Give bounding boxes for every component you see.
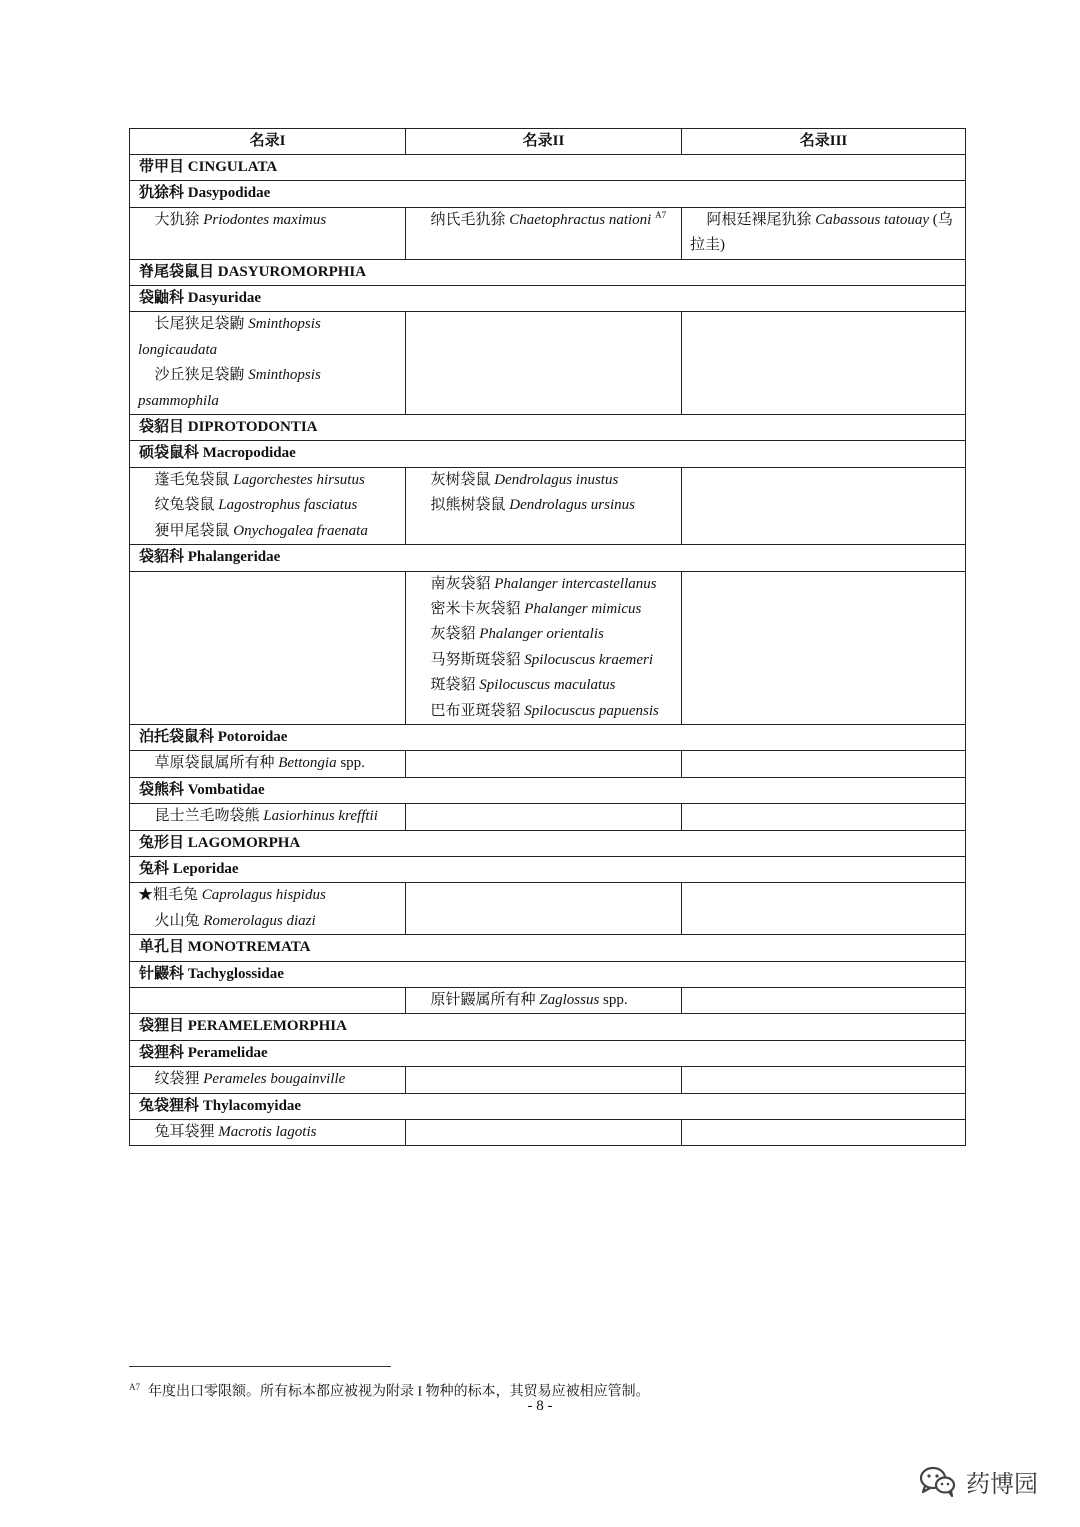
family-heading: 袋鼬科 Dasyuridae <box>130 286 966 312</box>
species-scientific-name: Sminthopsis psammophila <box>138 367 321 409</box>
species-row <box>130 1067 966 1093</box>
appendix-1-cell <box>130 883 406 935</box>
family-heading: 硕袋鼠科 Macropodidae <box>130 441 966 467</box>
species-common-name: 灰树袋鼠 <box>430 471 491 488</box>
species-common-name: 大犰狳 <box>154 211 200 228</box>
species-entry <box>138 751 397 776</box>
species-scientific-name: Cabassous tatouay <box>815 211 930 228</box>
species-entry <box>414 572 673 597</box>
species-scientific-name: Spilocuscus kraemeri <box>524 651 653 668</box>
species-row <box>130 1120 966 1146</box>
species-entry <box>414 208 673 233</box>
family-row <box>130 286 966 312</box>
species-scientific-name: Bettongia <box>278 755 337 772</box>
species-entry <box>138 804 397 829</box>
species-entry <box>414 493 673 518</box>
appendix-2-cell <box>406 988 682 1014</box>
appendix-1-cell <box>130 988 406 1014</box>
species-scientific-name: Phalanger mimicus <box>524 600 642 617</box>
family-heading: 兔科 Leporidae <box>130 856 966 882</box>
species-entry <box>414 622 673 647</box>
species-suffix: spp. <box>336 755 365 772</box>
appendix-1-cell <box>130 1120 406 1146</box>
species-scientific-name: Zaglossus <box>539 992 600 1008</box>
appendix-3-cell <box>682 207 966 259</box>
table-header-row <box>130 129 966 155</box>
species-common-name: 原针鼹属所有种 <box>430 992 536 1008</box>
family-row <box>130 1093 966 1119</box>
order-row <box>130 415 966 441</box>
species-scientific-name: Spilocuscus maculatus <box>479 677 616 694</box>
page-number: - 8 - <box>527 1398 553 1414</box>
species-entry <box>138 208 397 233</box>
species-entry <box>414 673 673 698</box>
appendix-2-cell <box>406 1067 682 1093</box>
family-heading: 针鼹科 Tachyglossidae <box>130 961 966 987</box>
species-row <box>130 207 966 259</box>
species-common-name: 沙丘狭足袋鼩 <box>154 367 245 384</box>
species-common-name: 斑袋貂 <box>430 677 476 694</box>
appendix-2-cell <box>406 207 682 259</box>
species-entry <box>414 468 673 493</box>
species-row <box>130 571 966 724</box>
species-common-name: 南灰袋貂 <box>430 575 491 592</box>
species-entry <box>138 493 397 518</box>
species-scientific-name: Lagorchestes hirsutus <box>233 471 365 488</box>
species-row <box>130 467 966 544</box>
family-row <box>130 441 966 467</box>
column-header-appendix-3: 名录III <box>682 129 966 155</box>
species-scientific-name: Phalanger intercastellanus <box>494 575 657 592</box>
family-row <box>130 777 966 803</box>
family-heading: 犰狳科 Dasypodidae <box>130 181 966 207</box>
appendix-2-cell <box>406 1120 682 1146</box>
appendix-2-cell <box>406 312 682 415</box>
appendix-3-cell <box>682 1067 966 1093</box>
species-scientific-name: Perameles bougainville <box>203 1071 346 1088</box>
family-row <box>130 545 966 571</box>
species-common-name: 马努斯斑袋貂 <box>430 651 521 668</box>
species-common-name: 㹴甲尾袋鼠 <box>154 522 230 539</box>
species-common-name: 昆士兰毛吻袋熊 <box>154 808 260 825</box>
species-entry <box>138 363 397 414</box>
species-entry <box>138 468 397 493</box>
appendix-3-cell <box>682 883 966 935</box>
species-entry <box>138 519 397 544</box>
family-row <box>130 181 966 207</box>
species-scientific-name: Priodontes maximus <box>203 211 327 228</box>
species-entry <box>138 909 397 934</box>
species-scientific-name: Lasiorhinus krefftii <box>263 808 378 825</box>
species-scientific-name: Macrotis lagotis <box>218 1124 317 1141</box>
order-heading: 单孔目 MONOTREMATA <box>130 935 966 961</box>
column-header-appendix-1: 名录I <box>130 129 406 155</box>
family-row <box>130 856 966 882</box>
column-header-appendix-2: 名录II <box>406 129 682 155</box>
species-common-name: 巴布亚斑袋貂 <box>430 702 521 719</box>
species-common-name: 纹兔袋鼠 <box>154 497 215 514</box>
order-row <box>130 259 966 285</box>
species-row <box>130 312 966 415</box>
species-row <box>130 988 966 1014</box>
species-entry <box>690 208 957 259</box>
species-entry <box>138 1120 397 1145</box>
appendix-3-cell <box>682 1120 966 1146</box>
family-row <box>130 1040 966 1066</box>
species-scientific-name: Dendrolagus ursinus <box>509 497 635 514</box>
species-scientific-name: Phalanger orientalis <box>479 626 604 643</box>
family-row <box>130 961 966 987</box>
order-heading: 带甲目 CINGULATA <box>130 155 966 181</box>
order-heading: 脊尾袋鼠目 DASYUROMORPHIA <box>130 259 966 285</box>
order-row <box>130 155 966 181</box>
order-heading: 兔形目 LAGOMORPHA <box>130 830 966 856</box>
species-row <box>130 883 966 935</box>
family-heading: 袋狸科 Peramelidae <box>130 1040 966 1066</box>
species-common-name: 火山兔 <box>154 912 200 929</box>
family-heading: 泊托袋鼠科 Potoroidae <box>130 724 966 750</box>
appendix-3-cell <box>682 467 966 544</box>
species-common-name: 草原袋鼠属所有种 <box>154 755 275 772</box>
species-entry <box>138 883 397 908</box>
species-entry <box>414 988 673 1013</box>
species-row <box>130 804 966 830</box>
appendix-3-cell <box>682 751 966 777</box>
footnote-mark: A7 <box>129 1382 140 1392</box>
species-appendix-table <box>129 128 966 1146</box>
order-row <box>130 1014 966 1040</box>
appendix-3-cell <box>682 804 966 830</box>
species-common-name: 灰袋貂 <box>430 626 476 643</box>
appendix-3-cell <box>682 988 966 1014</box>
species-scientific-name: Caprolagus hispidus <box>201 887 326 904</box>
table-body <box>130 155 966 1146</box>
order-heading: 袋貂目 DIPROTODONTIA <box>130 415 966 441</box>
species-scientific-name: Dendrolagus inustus <box>494 471 619 488</box>
appendix-1-cell <box>130 1067 406 1093</box>
watermark-text: 药博园 <box>966 1469 1038 1498</box>
appendix-1-cell <box>130 804 406 830</box>
species-note: (乌拉圭) <box>690 211 953 254</box>
footnote-divider <box>129 1366 391 1367</box>
order-row <box>130 830 966 856</box>
species-entry <box>138 312 397 363</box>
appendix-1-cell <box>130 751 406 777</box>
appendix-3-cell <box>682 571 966 724</box>
species-common-name: 蓬毛兔袋鼠 <box>154 471 230 488</box>
family-heading: 袋貂科 Phalangeridae <box>130 545 966 571</box>
appendix-3-cell <box>682 312 966 415</box>
species-scientific-name: Onychogalea fraenata <box>233 522 368 539</box>
appendix-1-cell <box>130 467 406 544</box>
species-entry <box>414 699 673 724</box>
species-entry <box>414 597 673 622</box>
species-suffix: spp. <box>599 992 628 1008</box>
species-common-name: 纹袋狸 <box>154 1071 200 1088</box>
species-scientific-name: Lagostrophus fasciatus <box>218 497 358 514</box>
species-scientific-name: Romerolagus diazi <box>203 912 316 929</box>
species-common-name: 阿根廷裸尾犰狳 <box>706 211 812 228</box>
appendix-1-cell <box>130 312 406 415</box>
order-row <box>130 935 966 961</box>
species-common-name: 密米卡灰袋貂 <box>430 600 521 617</box>
appendix-2-cell <box>406 571 682 724</box>
order-heading: 袋狸目 PERAMELEMORPHIA <box>130 1014 966 1040</box>
species-scientific-name: Chaetophractus nationi <box>509 211 652 228</box>
species-scientific-name: Spilocuscus papuensis <box>524 702 659 719</box>
family-heading: 袋熊科 Vombatidae <box>130 777 966 803</box>
species-common-name: 拟熊树袋鼠 <box>430 497 506 514</box>
species-common-name: 纳氏毛犰狳 <box>430 211 506 228</box>
species-entry <box>138 1067 397 1092</box>
footnote-reference: A7 <box>655 209 667 220</box>
footnote-text: 年度出口零限额。所有标本都应被视为附录 I 物种的标本，其贸易应被相应管制。 <box>148 1384 650 1400</box>
species-common-name: ★粗毛兔 <box>138 887 199 904</box>
wechat-icon <box>918 1464 958 1498</box>
appendix-2-cell <box>406 467 682 544</box>
species-entry <box>414 648 673 673</box>
appendix-1-cell <box>130 571 406 724</box>
family-heading: 兔袋狸科 Thylacomyidae <box>130 1093 966 1119</box>
family-row <box>130 724 966 750</box>
species-scientific-name: Sminthopsis longicaudata <box>138 316 321 358</box>
species-row <box>130 751 966 777</box>
watermark <box>918 1461 1038 1501</box>
appendix-2-cell <box>406 804 682 830</box>
appendix-1-cell <box>130 207 406 259</box>
appendix-2-cell <box>406 883 682 935</box>
species-common-name: 兔耳袋狸 <box>154 1124 215 1141</box>
appendix-2-cell <box>406 751 682 777</box>
species-common-name: 长尾狭足袋鼩 <box>154 316 245 333</box>
